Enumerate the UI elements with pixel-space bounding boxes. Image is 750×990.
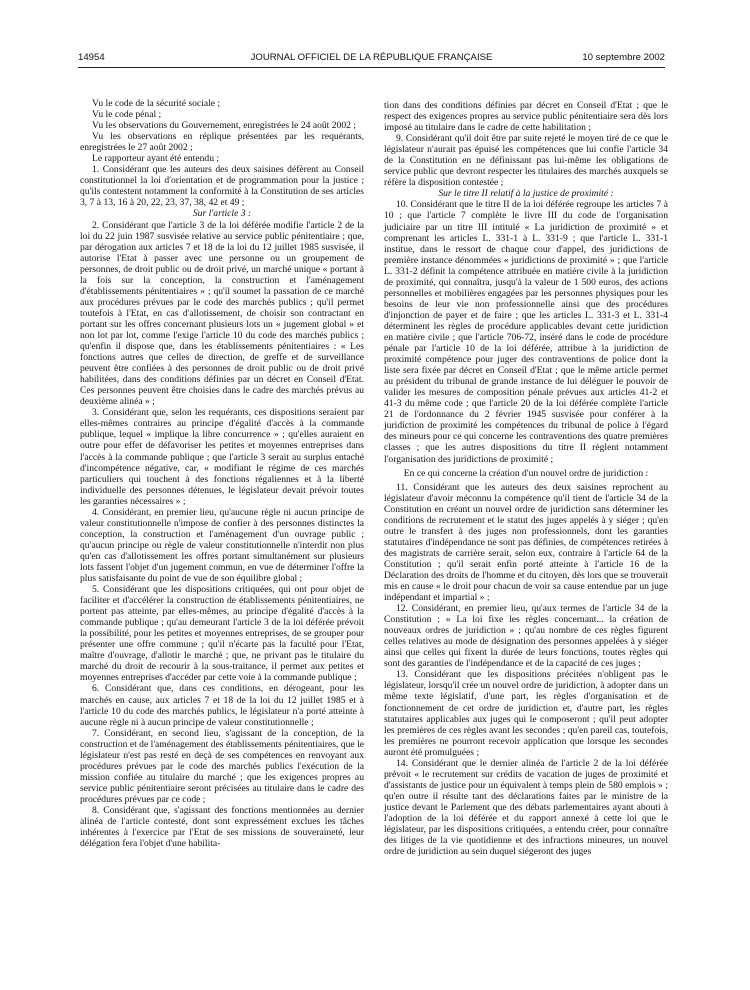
paragraph: Vu les observations du Gouvernement, enregistrées le 24 août 2002 ; xyxy=(92,120,356,132)
section-heading: Sur le titre II relatif à la justice de proximité : xyxy=(438,188,614,200)
paragraph: 3. Considérant que, selon les requérants, ces dispositions seraient par elles-mêmes contraires au principe d'égalité d'accès à la commande publique, lequel « implique la libre concurrence » ; qu'elles auraient en outre pour effet de défavoriser les petites et moyennes entreprises dans l'accès à la commande publique ; que l'article 3 serait au surplus entaché d'incompétence négative, car, « modifiant le régime de ces marchés particuliers qui touchent à des fonctions régaliennes et à la liberté individuelle des personnes détenues, le législateur devait prévoir toutes les garanties nécessaires » ; xyxy=(80,407,364,507)
journal-title: JOURNAL OFFICIEL DE LA RÉPUBLIQUE FRANÇAISE xyxy=(250,52,493,63)
page-number: 14954 xyxy=(78,52,105,63)
paragraph: 8. Considérant que, s'agissant des fonctions mentionnées au dernier alinéa de l'article contesté, dont sont expressément exclues les tâches inhérentes à l'exercice par l'Etat de ses missions de souveraineté, leur délégation fera l'objet d'une habilita- xyxy=(80,805,364,850)
paragraph: Vu les observations en réplique présentées par les requérants, enregistrées le 27 août 2002 ; xyxy=(80,131,364,154)
paragraph-continuation: tion dans des conditions définies par décret en Conseil d'Etat ; que le respect des exigences propres au service public pénitentiaire sera dès lors imposé au titulaire dans le cadre de cette habilitation ; xyxy=(384,100,668,134)
paragraph: Vu le code pénal ; xyxy=(92,109,162,121)
paragraph: 11. Considérant que les auteurs des deux saisines reprochent au législateur d'avoir méconnu la compétence qu'il tient de l'article 34 de la Constitution en créant un nouvel ordre de juridiction sans déterminer les conditions de recrutement et le statut des juges appelés à y siéger ; qu'en outre le transfert à des juges non professionnels, dont les garanties statutaires d'indépendance ne sont pas définies, de compétences retirées à des magistrats de carrière serait, selon eux, contraire à l'article 64 de la Constitution ; qu'il serait enfin porté atteinte à l'article 16 de la Déclaration des droits de l'homme et du citoyen, dès lors que se trouverait mis en cause « le droit pour chacun de voir sa cause entendue par un juge indépendant et impartial » ; xyxy=(384,481,668,604)
paragraph: 10. Considérant que le titre II de la loi déférée regroupe les articles 7 à 10 ; que l'article 7 complète le livre III du code de l'organisation judiciaire par un titre III intitulé « La juridiction de proximité » et comprenant les articles L. 331-1 à L. 331-9 ; que l'article L. 331-1 institue, dans le ressort de chaque cour d'appel, des juridictions de première instance dénommées « juridictions de proximité » ; que l'article L. 331-2 définit la compétence attribuée en matière civile à la juridiction de proximité, qui connaîtra, jusqu'à la valeur de 1 500 euros, des actions personnelles et mobilières engagées par les personnes physiques pour les besoins de leur vie non professionnelle ainsi que des procédures d'injonction de payer et de faire ; que les articles L. 331-3 et L. 331-4 déterminent les règles de procédure applicables devant cette juridiction en matière civile ; que l'article 706-72, inséré dans le code de procédure pénale par l'article 10 de la loi déférée, attribue à la juridiction de proximité compétence pour juger des contraventions de police dont la liste sera fixée par décret en Conseil d'Etat ; que le même article permet au président du tribunal de grande instance de lui déléguer le pouvoir de valider les mesures de composition pénale prévues aux articles 41-2 et 41-3 du même code ; que l'article 20 de la loi déférée complète l'article 21 de l'ordonnance du 2 février 1945 susvisée pour conférer à la juridiction de proximité les compétences du tribunal de police à l'égard des mineurs pour ce qui concerne les contraventions des quatre premières classes ; que les autres dispositions du titre II règlent notamment l'organisation des juridictions de proximité ; xyxy=(384,199,668,465)
paragraph: Vu le code de la sécurité sociale ; xyxy=(92,98,221,109)
paragraph: 2. Considérant que l'article 3 de la loi déférée modifie l'article 2 de la loi du 22 juin 1987 susvisée relative au service public pénitentiaire ; que, par dérogation aux articles 7 et 18 de la loi du 12 juillet 1985 susvisée, il autorise l'Etat à passer avec une personne ou un groupement de personnes, de droit public ou de droit privé, un marché unique « portant à la fois sur la conception, la construction et l'aménagement d'établissements pénitentiaires » ; qu'il soumet la passation de ce marché aux procédures prévues par le code des marchés publics ; qu'il permet toutefois à l'Etat, en cas d'allotissement, de choisir son contractant en portant sur les offres concernant plusieurs lots un « jugement global » et non lot par lot, comme l'exige l'article 10 du code des marchés publics ; qu'enfin il dispose que, dans les établissements pénitentiaires : « Les fonctions autres que celles de direction, de greffe et de surveillance peuvent être confiées à des personnes de droit public ou de droit privé habilitées, dans des conditions définies par un décret en Conseil d'Etat. Ces personnes peuvent être choisies dans le cadre des marchés prévus au deuxième alinéa » ; xyxy=(80,219,364,408)
paragraph: 1. Considérant que les auteurs des deux saisines défèrent au Conseil constitutionnel la loi d'orientation et de programmation pour la justice ; qu'ils contestent notamment la conformité à la Constitution de ses articles 3, 7 à 13, 16 à 20, 22, 23, 37, 38, 42 et 49 ; xyxy=(80,164,364,209)
paragraph: 5. Considérant que les dispositions critiquées, qui ont pour objet de faciliter et d'accélérer la construction de établissements pénitentiaires, ne portent pas atteinte, par elles-mêmes, au principe d'égalité d'accès à la commande publique ; qu'au demeurant l'article 3 de la loi déférée prévoit la possibilité, pour les petites et moyennes entreprises, de se grouper pour présenter une offre commune ; qu'il n'écarte pas la faculté pour l'Etat, maître d'ouvrage, d'allotir le marché ; que, ne privant pas le titulaire du marché du droit de recourir à la sous-traitance, il permet aux petites et moyennes entreprises d'accéder par cette voie à la commande publique ; xyxy=(80,584,364,684)
page-header xyxy=(78,52,665,68)
right-column xyxy=(384,100,668,857)
paragraph: 13. Considérant que les dispositions précitées n'obligent pas le législateur, lorsqu'il crée un nouvel ordre de juridiction, à adopter dans un même texte législatif, d'une part, les règles d'organisation et de fonctionnement de cet ordre de juridiction et, d'autre part, les règles statutaires applicables aux juges qui le composeront ; qu'il peut adopter les premières de ces règles avant les secondes ; qu'en pareil cas, toutefois, les premières ne pourront recevoir application que lorsque les secondes auront été promulguées ; xyxy=(384,669,668,758)
section-heading: Sur l'article 3 : xyxy=(192,208,252,220)
paragraph: 14. Considérant que le dernier alinéa de l'article 2 de la loi déférée prévoit « le recrutement sur crédits de vacation de juges de proximité et d'assistants de justice pour un équivalent à temps plein de 580 emplois » ; qu'en outre il résulte tant des déclarations faites par le ministre de la justice devant le Parlement que des débats parlementaires ayant abouti à l'adoption de la loi déférée et du rapport annexé à cette loi que le législateur, par les dispositions critiquées, a entendu créer, pour connaître des litiges de la vie quotidienne et des infractions mineures, un nouvel ordre de juridiction au sein duquel siégeront des juges xyxy=(384,757,668,858)
paragraph: 12. Considérant, en premier lieu, qu'aux termes de l'article 34 de la Constitution : « La loi fixe les règles concernant... la création de nouveaux ordres de juridiction » ; qu'au nombre de ces règles figurent celles relatives au mode de désignation des personnes appelées à y siéger ainsi que celles qui fixent la durée de leurs fonctions, toutes règles qui sont des garanties de l'indépendance et de la capacité de ces juges ; xyxy=(384,603,668,670)
paragraph: 4. Considérant, en premier lieu, qu'aucune règle ni aucun principe de valeur constitutionnelle n'impose de confier à des personnes distinctes la conception, la construction et l'aménagement d'un ouvrage public ; qu'aucun principe ou règle de valeur constitutionnelle n'interdit non plus qu'en cas d'allotissement les offres portant simultanément sur plusieurs lots fassent l'objet d'un jugement commun, en vue de déterminer l'offre la plus satisfaisante du point de vue de son équilibre global ; xyxy=(80,506,364,585)
paragraph: 7. Considérant, en second lieu, s'agissant de la conception, de la construction et de l'aménagement des établissements pénitentiaires, que le législateur n'est pas resté en deçà de ses compétences en renvoyant aux procédures prévues par le code des marchés publics l'exécution de la mission confiée au titulaire du marché ; que les exigences propres au service public pénitentiaire seront précisées au titulaire dans le cadre des procédures prévues par ce code ; xyxy=(80,727,364,805)
subsection-heading: En ce qui concerne la création d'un nouvel ordre de juridiction : xyxy=(403,467,649,479)
paragraph: 6. Considérant que, dans ces conditions, en dérogeant, pour les marchés en cause, aux articles 7 et 18 de la loi du 12 juillet 1985 et à l'article 10 du code des marchés publics, le législateur n'a porté atteinte à aucune règle ni à aucun principe de valeur constitutionnelle ; xyxy=(80,683,364,728)
issue-date: 10 septembre 2002 xyxy=(582,52,665,63)
paragraph: Le rapporteur ayant été entendu ; xyxy=(92,153,220,165)
left-column xyxy=(80,98,364,849)
paragraph: 9. Considérant qu'il doit être par suite rejeté le moyen tiré de ce que le législateur n'aurait pas épuisé les compétences que lui confie l'article 34 de la Constitution en ne définissant pas lui-même les obligations de service public que devront respecter les titulaires des marchés auxquels se réfère la disposition contestée ; xyxy=(384,133,668,189)
header-rule xyxy=(78,67,665,68)
